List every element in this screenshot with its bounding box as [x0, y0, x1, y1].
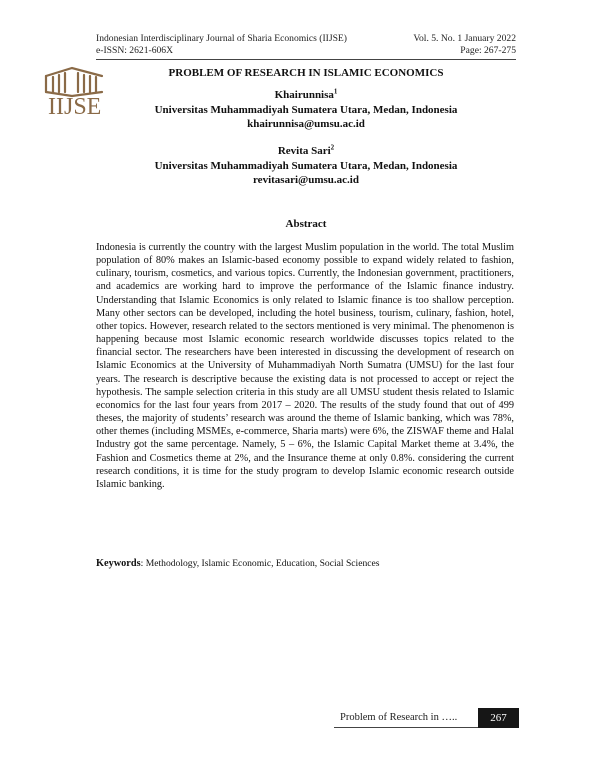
logo-text: IIJSE — [48, 94, 102, 120]
keywords-line — [96, 557, 516, 570]
author-affiliation: Universitas Muhammadiyah Sumatera Utara, Medan, Indonesia — [154, 103, 458, 116]
author-superscript: 1 — [333, 87, 338, 96]
abstract-text: Indonesia is currently the country with the largest Muslim population in the world. The total Muslim population of 80% makes an Islamic-based economy possible to expand widely related to fashion, culinary, tourism, cosmetics, and various topics. Currently, the Indonesian government, practitioners, and academics are working hard to improve the performance of the Islamic finance industry. Understanding that Islamic Economics is only related to Islamic finance is too shallow perception. Many other sectors can be developed, including the hotel business, tourism, culinary, fashion, hotel, other topics. However, research related to the sectors mentioned is very minimal. The phenomenon is happening because most Islamic economic research worldwide discusses topics related to the financial sector. The researchers have been interested in discussing the development of research on Islamic Economics at the University of Muhammadiyah North Sumatra (UMSU) for the last four years. The research is descriptive because the existing data is not processed to accept or reject the hypothesis. The sample selection criteria in this study are all UMSU student thesis related to Islamic economics for the last four years from 2017 – 2020. The results of the study found that out of 499 theses, the majority of students’ research was around the theme of Islamic banking, which was 78%, other themes (including MSMEs, e-commerce, Sharia marts) were 6%, the ZISWAF theme and Halal Industry got the same percentage. Namely, 5 – 6%, the Islamic Capital Market theme at 3.4%, the Fashion and Cosmetics theme at 2%, and the Insurance theme at only 0.8%. considering the current research conditions, it is time for the study program to develop Islamic economic research outside Islamic banking. — [96, 242, 514, 490]
header-divider — [96, 59, 516, 60]
author-email: revitasari@umsu.ac.id — [253, 174, 359, 186]
author-name: Khairunnisa — [274, 89, 334, 101]
author-block-2 — [96, 144, 516, 188]
footer-divider — [334, 727, 478, 728]
author-name: Revita Sari — [277, 145, 331, 157]
journal-name: Indonesian Interdisciplinary Journal of Sharia Economics (IIJSE) — [96, 33, 347, 44]
footer-running-title: Problem of Research in ….. — [340, 712, 458, 723]
running-header — [96, 33, 516, 57]
page-number: 267 — [478, 708, 519, 728]
author-superscript: 2 — [330, 143, 335, 152]
issn: e-ISSN: 2621-606X — [96, 45, 174, 56]
volume-info: Vol. 5. No. 1 January 2022 — [413, 33, 516, 44]
page-range: Page: 267-275 — [460, 45, 516, 56]
keywords-label: Keywords — [96, 558, 141, 569]
keywords-values: : Methodology, Islamic Economic, Education, Social Sciences — [140, 558, 380, 569]
author-block-1 — [96, 88, 516, 132]
paper-title: PROBLEM OF RESEARCH IN ISLAMIC ECONOMICS — [168, 67, 444, 79]
author-affiliation: Universitas Muhammadiyah Sumatera Utara, Medan, Indonesia — [154, 159, 458, 172]
abstract-heading: Abstract — [285, 218, 327, 230]
author-email: khairunnisa@umsu.ac.id — [247, 118, 365, 130]
